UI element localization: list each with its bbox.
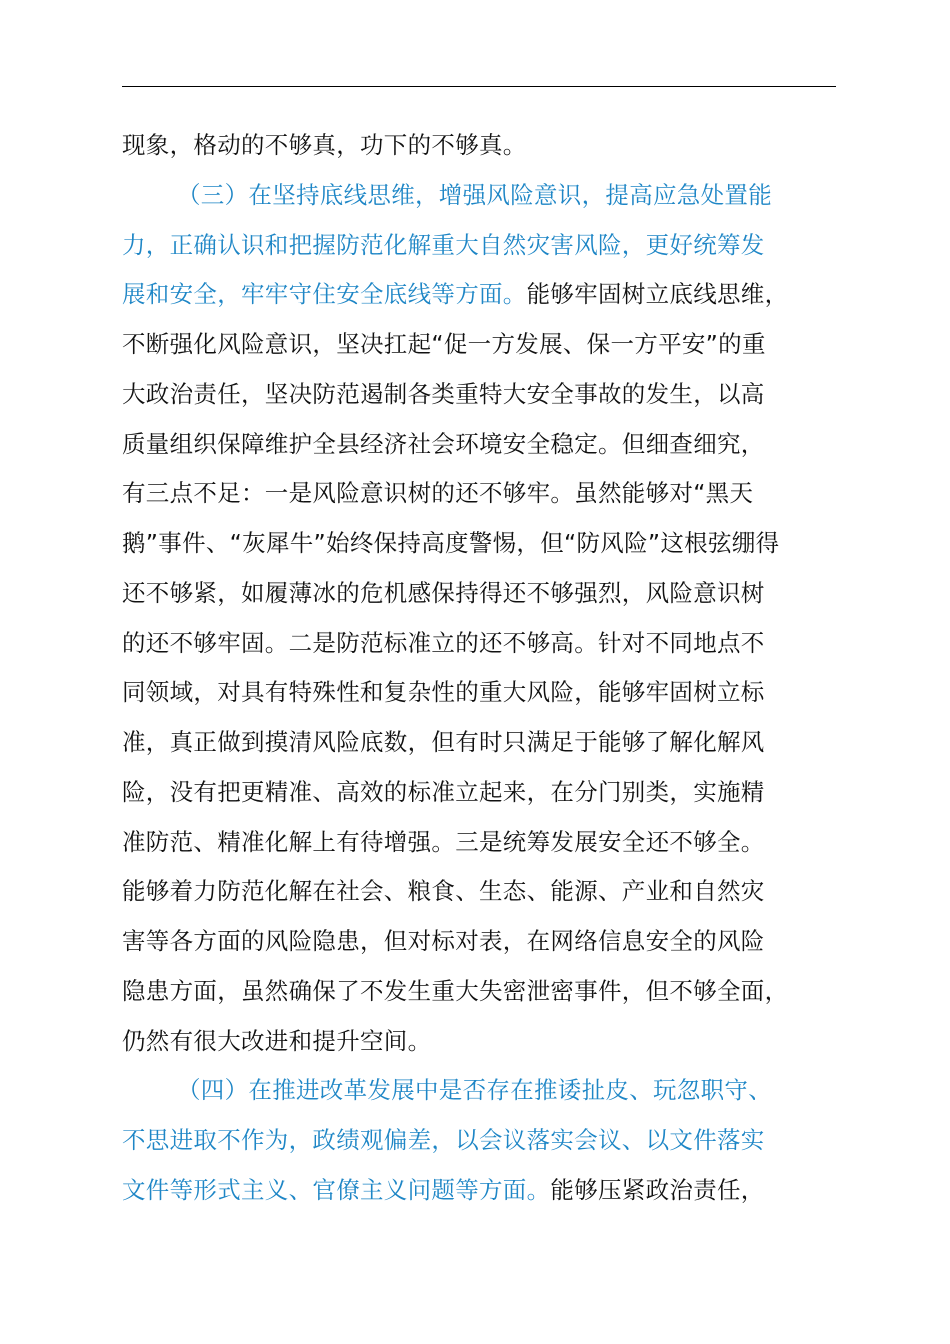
text-line — [122, 867, 838, 917]
section-heading-text: （三）在坚持底线思维，增强风险意识，提高应急处置能 — [177, 180, 772, 209]
text-line — [122, 420, 838, 470]
header-rule — [122, 86, 836, 87]
text-line — [122, 320, 838, 370]
section-heading-line — [122, 1066, 838, 1116]
text-line — [122, 768, 838, 818]
text-segment: 害等各方面的风险隐患，但对标对表，在网络信息安全的风险 — [122, 927, 765, 955]
text-line — [122, 917, 838, 967]
text-segment: 的还不够牢固。二是防范标准立的还不够高。针对不同地点不 — [122, 628, 765, 657]
section-heading-line — [122, 171, 838, 221]
text-segment: 质量组织保障维护全县经济社会环境安全稳定。但细查细究， — [122, 429, 765, 458]
text-segment: 隐患方面，虽然确保了不发生重大失密泄密事件，但不够全面， — [122, 976, 789, 1005]
text-segment: 不断强化风险意识，坚决扛起“促一方发展、保一方平安”的重 — [122, 330, 766, 358]
text-line — [122, 519, 838, 569]
text-segment: 准，真正做到摸清风险底数，但有时只满足于能够了解化解风 — [122, 728, 765, 756]
section-heading-text: 文件等形式主义、官僚主义问题等方面。 — [122, 1175, 551, 1204]
text-segment: 同领域，对具有特殊性和复杂性的重大风险，能够牢固树立标 — [122, 678, 765, 707]
text-line — [122, 668, 838, 718]
text-line — [122, 1017, 838, 1067]
text-line — [122, 718, 838, 768]
text-segment: 准防范、精准化解上有待增强。三是统筹发展安全还不够全。 — [122, 827, 765, 856]
text-line — [122, 121, 838, 171]
section-heading-text: 展和安全，牢牢守住安全底线等方面。 — [122, 280, 527, 309]
text-line — [122, 370, 838, 420]
text-line — [122, 818, 838, 868]
text-segment: 鹅”事件、“灰犀牛”始终保持高度警惕，但“防风险”这根弦绷得 — [122, 529, 780, 557]
text-line — [122, 967, 838, 1017]
section-heading-text: 力，正确认识和把握防范化解重大自然灾害风险，更好统筹发 — [122, 230, 765, 259]
text-segment: 还不够紧，如履薄冰的危机感保持得还不够强烈，风险意识树 — [122, 578, 765, 607]
text-segment: 现象，格动的不够真，功下的不够真。 — [122, 131, 527, 159]
section-heading-text: 不思进取不作为，政绩观偏差，以会议落实会议、以文件落实 — [122, 1126, 765, 1154]
text-line — [122, 1166, 838, 1216]
text-segment: 大政治责任，坚决防范遏制各类重特大安全事故的发生，以高 — [122, 379, 765, 408]
text-segment: 有三点不足：一是风险意识树的还不够牢。虽然能够对“黑天 — [122, 479, 754, 508]
section-heading-text: （四）在推进改革发展中是否存在推诿扯皮、玩忽职守、 — [177, 1076, 772, 1105]
text-line — [122, 619, 838, 669]
document-body — [122, 121, 838, 1216]
text-line — [122, 569, 838, 619]
text-segment: 能够着力防范化解在社会、粮食、生态、能源、产业和自然灾 — [122, 877, 765, 906]
section-heading-line — [122, 221, 838, 271]
text-line — [122, 270, 838, 320]
text-segment: 险，没有把更精准、高效的标准立起来，在分门别类，实施精 — [122, 777, 765, 806]
text-line — [122, 469, 838, 519]
text-segment: 仍然有很大改进和提升空间。 — [122, 1026, 432, 1055]
text-segment: 能够压紧政治责任， — [550, 1175, 765, 1204]
text-segment: 能够牢固树立底线思维， — [526, 280, 789, 309]
section-heading-line — [122, 1116, 838, 1166]
